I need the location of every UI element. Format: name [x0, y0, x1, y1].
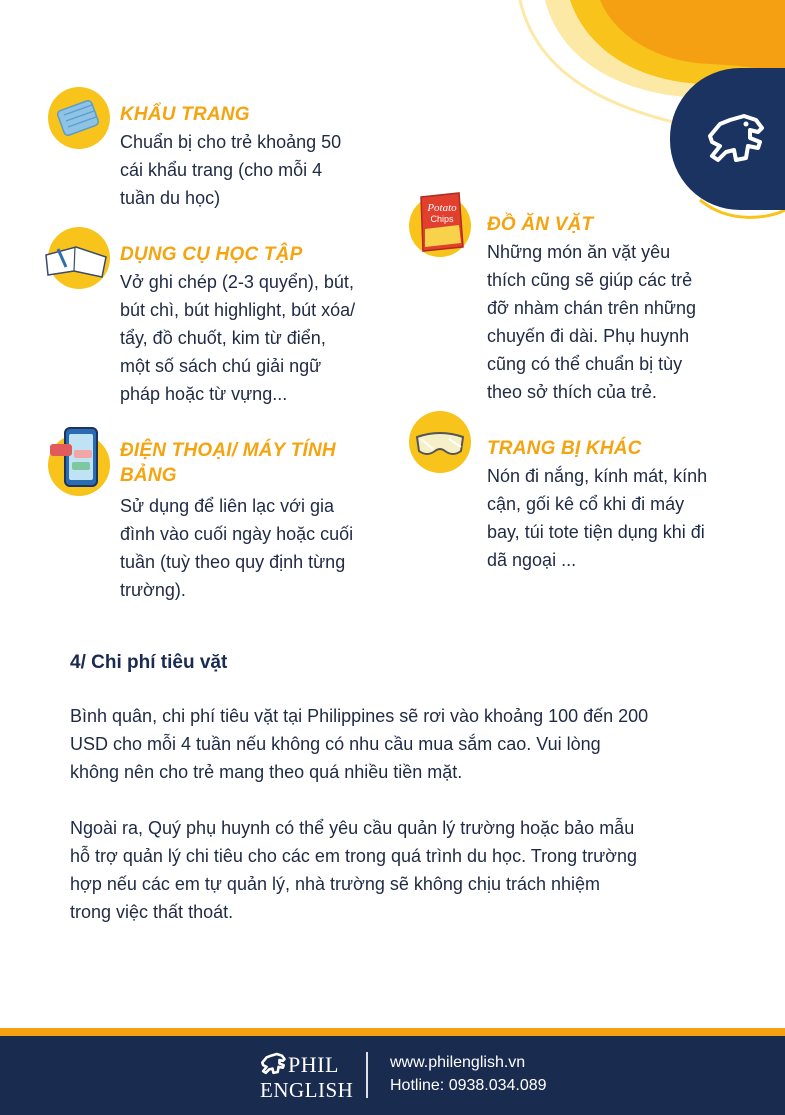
text-line: Chuẩn bị cho trẻ khoảng 50 [120, 132, 342, 152]
title-line: BẢNG [120, 465, 177, 486]
text-line: Bình quân, chi phí tiêu vặt tại Philippines sẽ rơi vào khoảng 100 đến 200 [70, 706, 649, 726]
text-line: tuần du học) [120, 188, 221, 208]
text-line: Ngoài ra, Quý phụ huynh có thể yêu cầu quản lý trường hoặc bảo mẫu [70, 818, 635, 838]
item-title [120, 438, 336, 488]
text-line: hợp nếu các em tự quản lý, nhà trường sẽ không chịu trách nhiệm [70, 874, 600, 894]
notebook-icon [48, 227, 110, 289]
brand-name-line1: PHIL [288, 1052, 339, 1077]
item-title: ĐỒ ĂN VẶT [487, 214, 594, 235]
item-title: DỤNG CỤ HỌC TẬP [120, 244, 303, 265]
text-line: bay, túi tote tiện dụng khi đi [487, 522, 705, 542]
footer [0, 1036, 785, 1115]
text-line: Vở ghi chép (2-3 quyển), bút, [120, 272, 354, 292]
goggles-icon [409, 411, 471, 473]
text-line: không nên cho trẻ mang theo quá nhiều tiền mặt. [70, 762, 463, 782]
icon-label: Chips [430, 214, 454, 224]
item-description [120, 128, 410, 212]
text-line: cũng có thể chuẩn bị tùy [487, 354, 683, 374]
lion-logo-icon [700, 102, 770, 172]
text-line: chuyến đi dài. Phụ huynh [487, 326, 690, 346]
title-line: ĐIỆN THOẠI/ MÁY TÍNH [120, 440, 336, 461]
text-line: Sử dụng để liên lạc với gia [120, 496, 334, 516]
text-line: dã ngoại ... [487, 550, 577, 570]
section-heading: 4/ Chi phí tiêu vặt [70, 652, 228, 673]
text-line: cái khẩu trang (cho mỗi 4 [120, 160, 323, 180]
text-line: trong việc thất thoát. [70, 902, 234, 922]
icon-label: Potato [427, 202, 457, 214]
item-description [487, 238, 772, 406]
lion-logo-icon [258, 1048, 288, 1078]
text-line: tẩy, đồ chuốt, kim từ điển, [120, 328, 326, 348]
text-line: Những món ăn vặt yêu [487, 242, 671, 262]
face-mask-icon [48, 87, 110, 149]
potato-chips-icon [409, 195, 471, 257]
text-line: theo sở thích của trẻ. [487, 382, 657, 402]
text-line: đình vào cuối ngày hoặc cuối [120, 524, 354, 544]
item-title: TRANG BỊ KHÁC [487, 438, 642, 459]
footer-divider [366, 1052, 368, 1098]
text-line: tuần (tuỳ theo quy định từng [120, 552, 346, 572]
paragraph [70, 814, 760, 926]
text-line: bút chì, bút highlight, bút xóa/ [120, 300, 356, 320]
text-line: cận, gối kê cổ khi đi máy [487, 494, 685, 514]
text-line: pháp hoặc từ vựng... [120, 384, 288, 404]
brand-logo-badge [670, 68, 785, 210]
text-line: một số sách chú giải ngữ [120, 356, 322, 376]
text-line: USD cho mỗi 4 tuần nếu không có nhu cầu mua sắm cao. Vui lòng [70, 734, 601, 754]
item-description [120, 492, 420, 604]
text-line: trường). [120, 580, 186, 600]
text-line: đỡ nhàm chán trên những [487, 298, 696, 318]
item-title: KHẨU TRANG [120, 104, 250, 125]
smartphone-icon [48, 434, 110, 496]
text-line: Nón đi nắng, kính mát, kính [487, 466, 708, 486]
brand-name-line2: ENGLISH [260, 1078, 354, 1102]
text-line: hỗ trợ quản lý chi tiêu cho các em trong quá trình du học. Trong trường [70, 846, 637, 866]
website-link[interactable]: www.philenglish.vn [390, 1054, 526, 1071]
text-line: thích cũng sẽ giúp các trẻ [487, 270, 693, 290]
item-description [487, 462, 772, 574]
hotline-text: Hotline: 0938.034.089 [390, 1077, 547, 1094]
item-description [120, 268, 420, 408]
paragraph [70, 702, 760, 786]
